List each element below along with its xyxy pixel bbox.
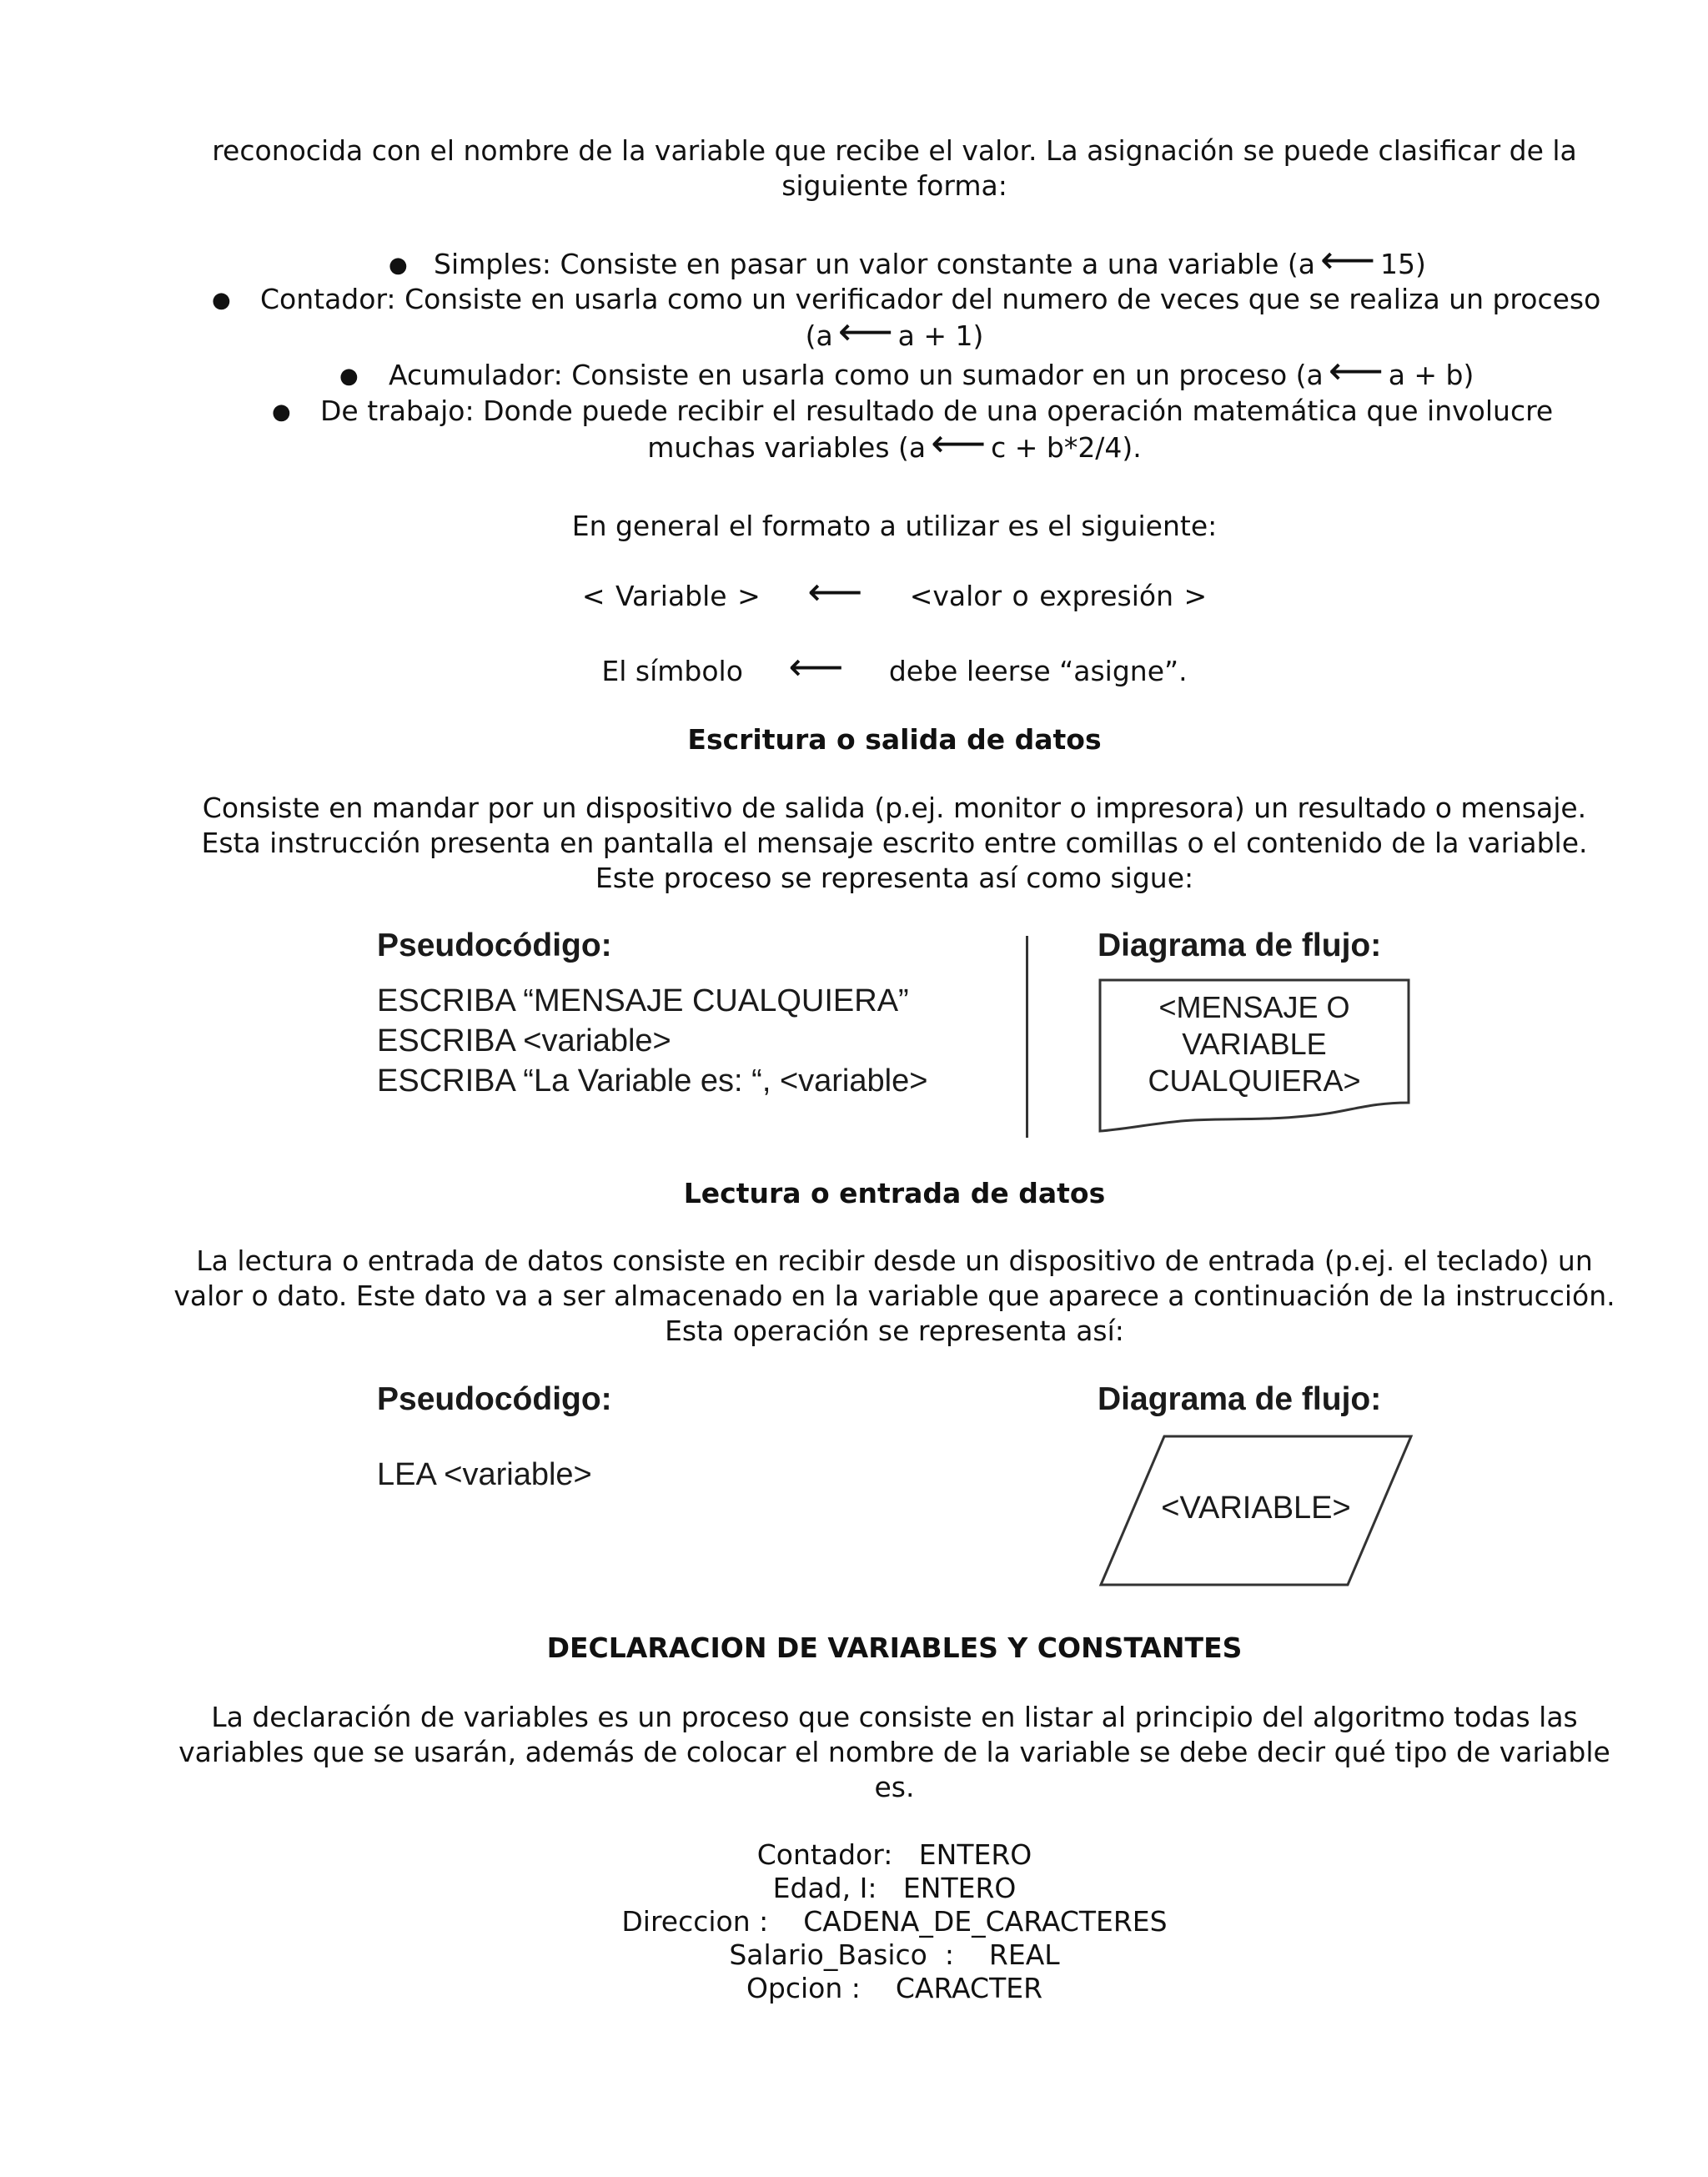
figure-pseudocode-line: ESCRIBA “La Variable es: “, <variable> [377,1063,928,1099]
flow-output-line: <MENSAJE O [1158,990,1350,1024]
figure-flow-title: Diagrama de flujo: [1098,928,1382,963]
lectura-p3: Esta operación se representa así: [665,1315,1124,1347]
figure-pseudocode-line: ESCRIBA <variable> [377,1023,671,1058]
heading-escritura: Escritura o salida de datos [687,723,1102,756]
bullet-de-trabajo-line2: muchas variables (a ⟵ c + b*2/4). [647,420,1142,465]
bullet-dot: ● [389,253,408,278]
bullet-dot: ● [212,288,231,313]
bullet-dot: ● [272,400,291,425]
assign-arrow-icon: ⟵ [931,420,987,465]
format-intro: En general el formato a utilizar es el siguiente: [571,510,1218,542]
bullet-de-trabajo: De trabajo: Donde puede recibir el resultado de una operación matemática que involucre [320,395,1554,427]
declaration-line: Direccion : CADENA_DE_CARACTERES [621,1905,1168,1938]
figure-divider [1026,936,1028,1138]
declaracion-p1: La declaración de variables es un proceso que consiste en listar al principio del algoritmo todas las [211,1701,1578,1733]
lectura-p1: La lectura o entrada de datos consiste en recibir desde un dispositivo de entrada (p.ej. el teclado) un [196,1244,1593,1277]
bullet-simples: Simples: Consiste en pasar un valor constante a una variable (a ⟵ 15) [434,237,1426,282]
flow-output-line: CUALQUIERA> [1148,1063,1361,1098]
bullet-dot: ● [339,364,359,389]
declaracion-p3: es. [874,1771,915,1803]
flow-input-text: <VARIABLE> [1161,1491,1351,1526]
bullet-contador: Contador: Consiste en usarla como un verificador del numero de veces que se realiza un proceso [260,283,1601,315]
flow-output-line: VARIABLE [1182,1027,1327,1061]
figure-pseudocode-title: Pseudocódigo: [377,1381,612,1417]
assign-arrow-icon: ⟵ [1320,237,1375,282]
escritura-p2: Esta instrucción presenta en pantalla el mensaje escrito entre comillas o el contenido de la variable. [201,827,1588,859]
figure-pseudocode-title: Pseudocódigo: [377,928,612,963]
heading-declaracion: DECLARACION DE VARIABLES Y CONSTANTES [546,1631,1243,1664]
declaration-line: Salario_Basico : REAL [729,1938,1060,1971]
declaration-line: Edad, I: ENTERO [772,1872,1017,1904]
escritura-p1: Consiste en mandar por un dispositivo de salida (p.ej. monitor o impresora) un resultado o mensaje. [202,792,1587,824]
assign-arrow-icon: ⟵ [788,644,844,689]
assign-arrow-icon: ⟵ [807,569,863,614]
flow-output-box [1098,989,1411,1099]
assign-arrow-icon: ⟵ [837,309,893,354]
heading-lectura: Lectura o entrada de datos [683,1177,1106,1209]
intro-line-1: reconocida con el nombre de la variable que recibe el valor. La asignación se puede clasificar de la [212,134,1577,167]
bullet-contador-line2: (a ⟵ a + 1) [805,309,984,354]
format-template: < Variable > ⟵ <valor o expresión > [581,569,1208,614]
declaration-line: Opcion : CARACTER [746,1972,1043,2004]
declaration-line: Contador: ENTERO [756,1838,1032,1871]
lectura-p2: valor o dato. Este dato va a ser almacenado en la variable que aparece a continuación de la instrucción. [173,1280,1615,1312]
figure-pseudocode-line: LEA <variable> [377,1457,592,1492]
figure-pseudocode-line: ESCRIBA “MENSAJE CUALQUIERA” [377,983,909,1018]
escritura-p3: Este proceso se representa así como sigue: [595,862,1194,894]
assign-arrow-icon: ⟵ [1328,348,1384,393]
format-symbol-note: El símbolo ⟵ debe leerse “asigne”. [601,644,1188,689]
figure-flow-title: Diagrama de flujo: [1098,1381,1382,1417]
intro-line-2: siguiente forma: [781,169,1007,202]
declaracion-p2: variables que se usarán, además de colocar el nombre de la variable se debe decir qué tipo de variable [178,1736,1610,1768]
bullet-acumulador: Acumulador: Consiste en usarla como un sumador en un proceso (a ⟵ a + b) [389,348,1474,393]
